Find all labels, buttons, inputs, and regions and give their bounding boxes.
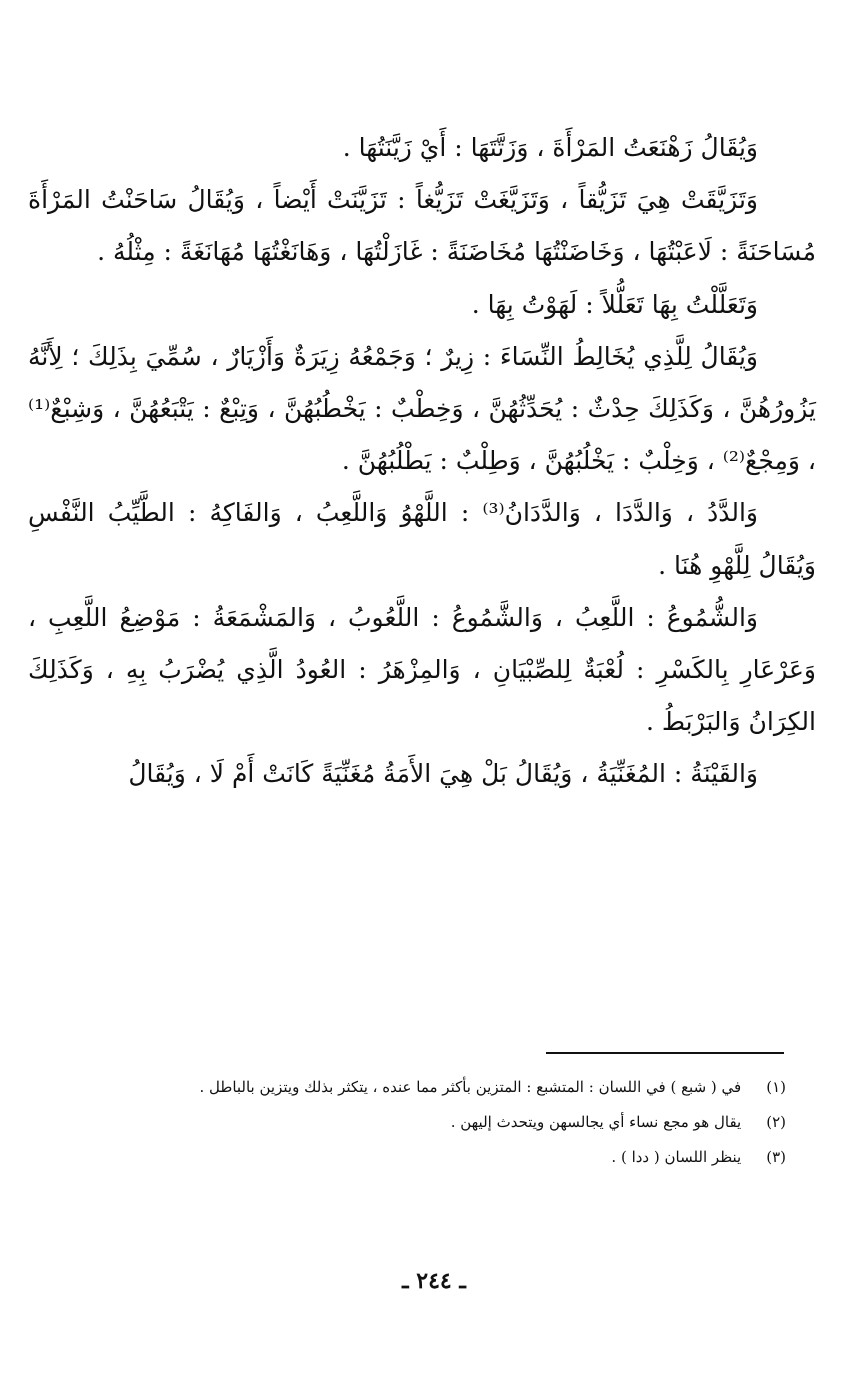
footnote-3 [60,1140,786,1175]
paragraph-7: وَالقَيْنَةُ : المُغَنِّيَةُ ، وَيُقَالُ بَلْ هِيَ الأَمَةُ مُغَنِّيَةً كَانَتْ أَمْ لَا ، وَيُقَالُ [128,759,758,789]
paragraph-5: وَالدَّدُ ، وَالدَّدَا ، وَالدَّدَانُ⁽³⁾ : اللَّهْوُ وَاللَّعِبُ ، وَالفَاكِهُ : الطَّيِّبُ النَّفْسِ وَيُقَالُ لِلَّهْوِ هُنَا . [28,498,816,580]
page-number: ـ ٢٤٤ ـ [402,1268,466,1294]
paragraph-6: وَالشُّمُوعُ : اللَّعِبُ ، وَالشَّمُوعُ : اللَّعُوبُ ، وَالمَشْمَعَةُ : مَوْضِعُ اللَّعِبِ ، وَعَرْعَارِ بِالكَسْرِ : لُعْبَةٌ لِلصِّبْيَانِ ، وَالمِزْهَرُ : العُودُ الَّذِي يُضْرَبُ بِهِ ، وَكَذَلِكَ الكِرَانُ وَالبَرْبَطُ . [28,602,816,737]
paragraph-4: وَيُقَالُ لِلَّذِي يُخَالِطُ النِّسَاءَ : زِيرٌ ؛ وَجَمْعُهُ زِيَرَةٌ وَأَزْيَارٌ ، سُمِّيَ بِذَلِكَ ؛ لِأَنَّهُ يَزُورُهُنَّ ، وَكَذَلِكَ حِدْثٌ : يُحَدِّثُهُنَّ ، وَخِطْبٌ : يَخْطُبُهُنَّ ، وَتِبْعٌ : يَتْبَعُهُنَّ ، وَشِبْعٌ⁽¹⁾ ، وَمِجْعٌ⁽²⁾ ، وَخِلْبٌ : يَخْلُبُهُنَّ ، وَطِلْبٌ : يَطْلُبُهُنَّ . [28,341,816,476]
paragraph-2: وَتَزَيَّقَتْ هِيَ تَزَيُّقاً ، وَتَزَيَّغَتْ تَزَيُّغاً : تَزَيَّنَتْ أَيْضاً ، وَيُقَالُ سَاحَنْتُ المَرْأَةَ مُسَاحَنَةً : لَاعَبْتُهَا ، وَخَاضَنْتُهَا مُخَاضَنَةً : غَازَلْتُهَا ، وَهَانَغْتُهَا مُهَانَغَةً : مِثْلُهُ . [28,185,816,267]
footnote-number: (٢) [766,1113,786,1131]
footnote-number: (١) [766,1078,786,1096]
footnote-2 [60,1105,786,1140]
footnotes [60,1070,786,1175]
footnote-text: في ( شبع ) في اللسان : المتشبع : المتزين بأكثر مما عنده ، يتكثر بذلك ويتزين بالباطل . [199,1078,742,1096]
paragraph-1: وَيُقَالُ زَهْنَعَتُ المَرْأَةَ ، وَزَتَّتَهَا : أَيْ زَيَّنَتُهَا . [342,133,758,162]
footnote-text: يقال هو مجع نساء أي يجالسهن ويتحدث إليهن . [450,1113,742,1131]
footnote-1 [60,1070,786,1105]
paragraph-3: وَتَعَلَّلْتُ بِهَا تَعَلُّلاً : لَهَوْتُ بِهَا . [471,289,758,319]
footnote-separator [546,1052,784,1054]
footnote-number: (٣) [766,1148,786,1166]
main-text [28,122,816,801]
footnote-text: ينظر اللسان ( ددا ) . [611,1148,742,1166]
